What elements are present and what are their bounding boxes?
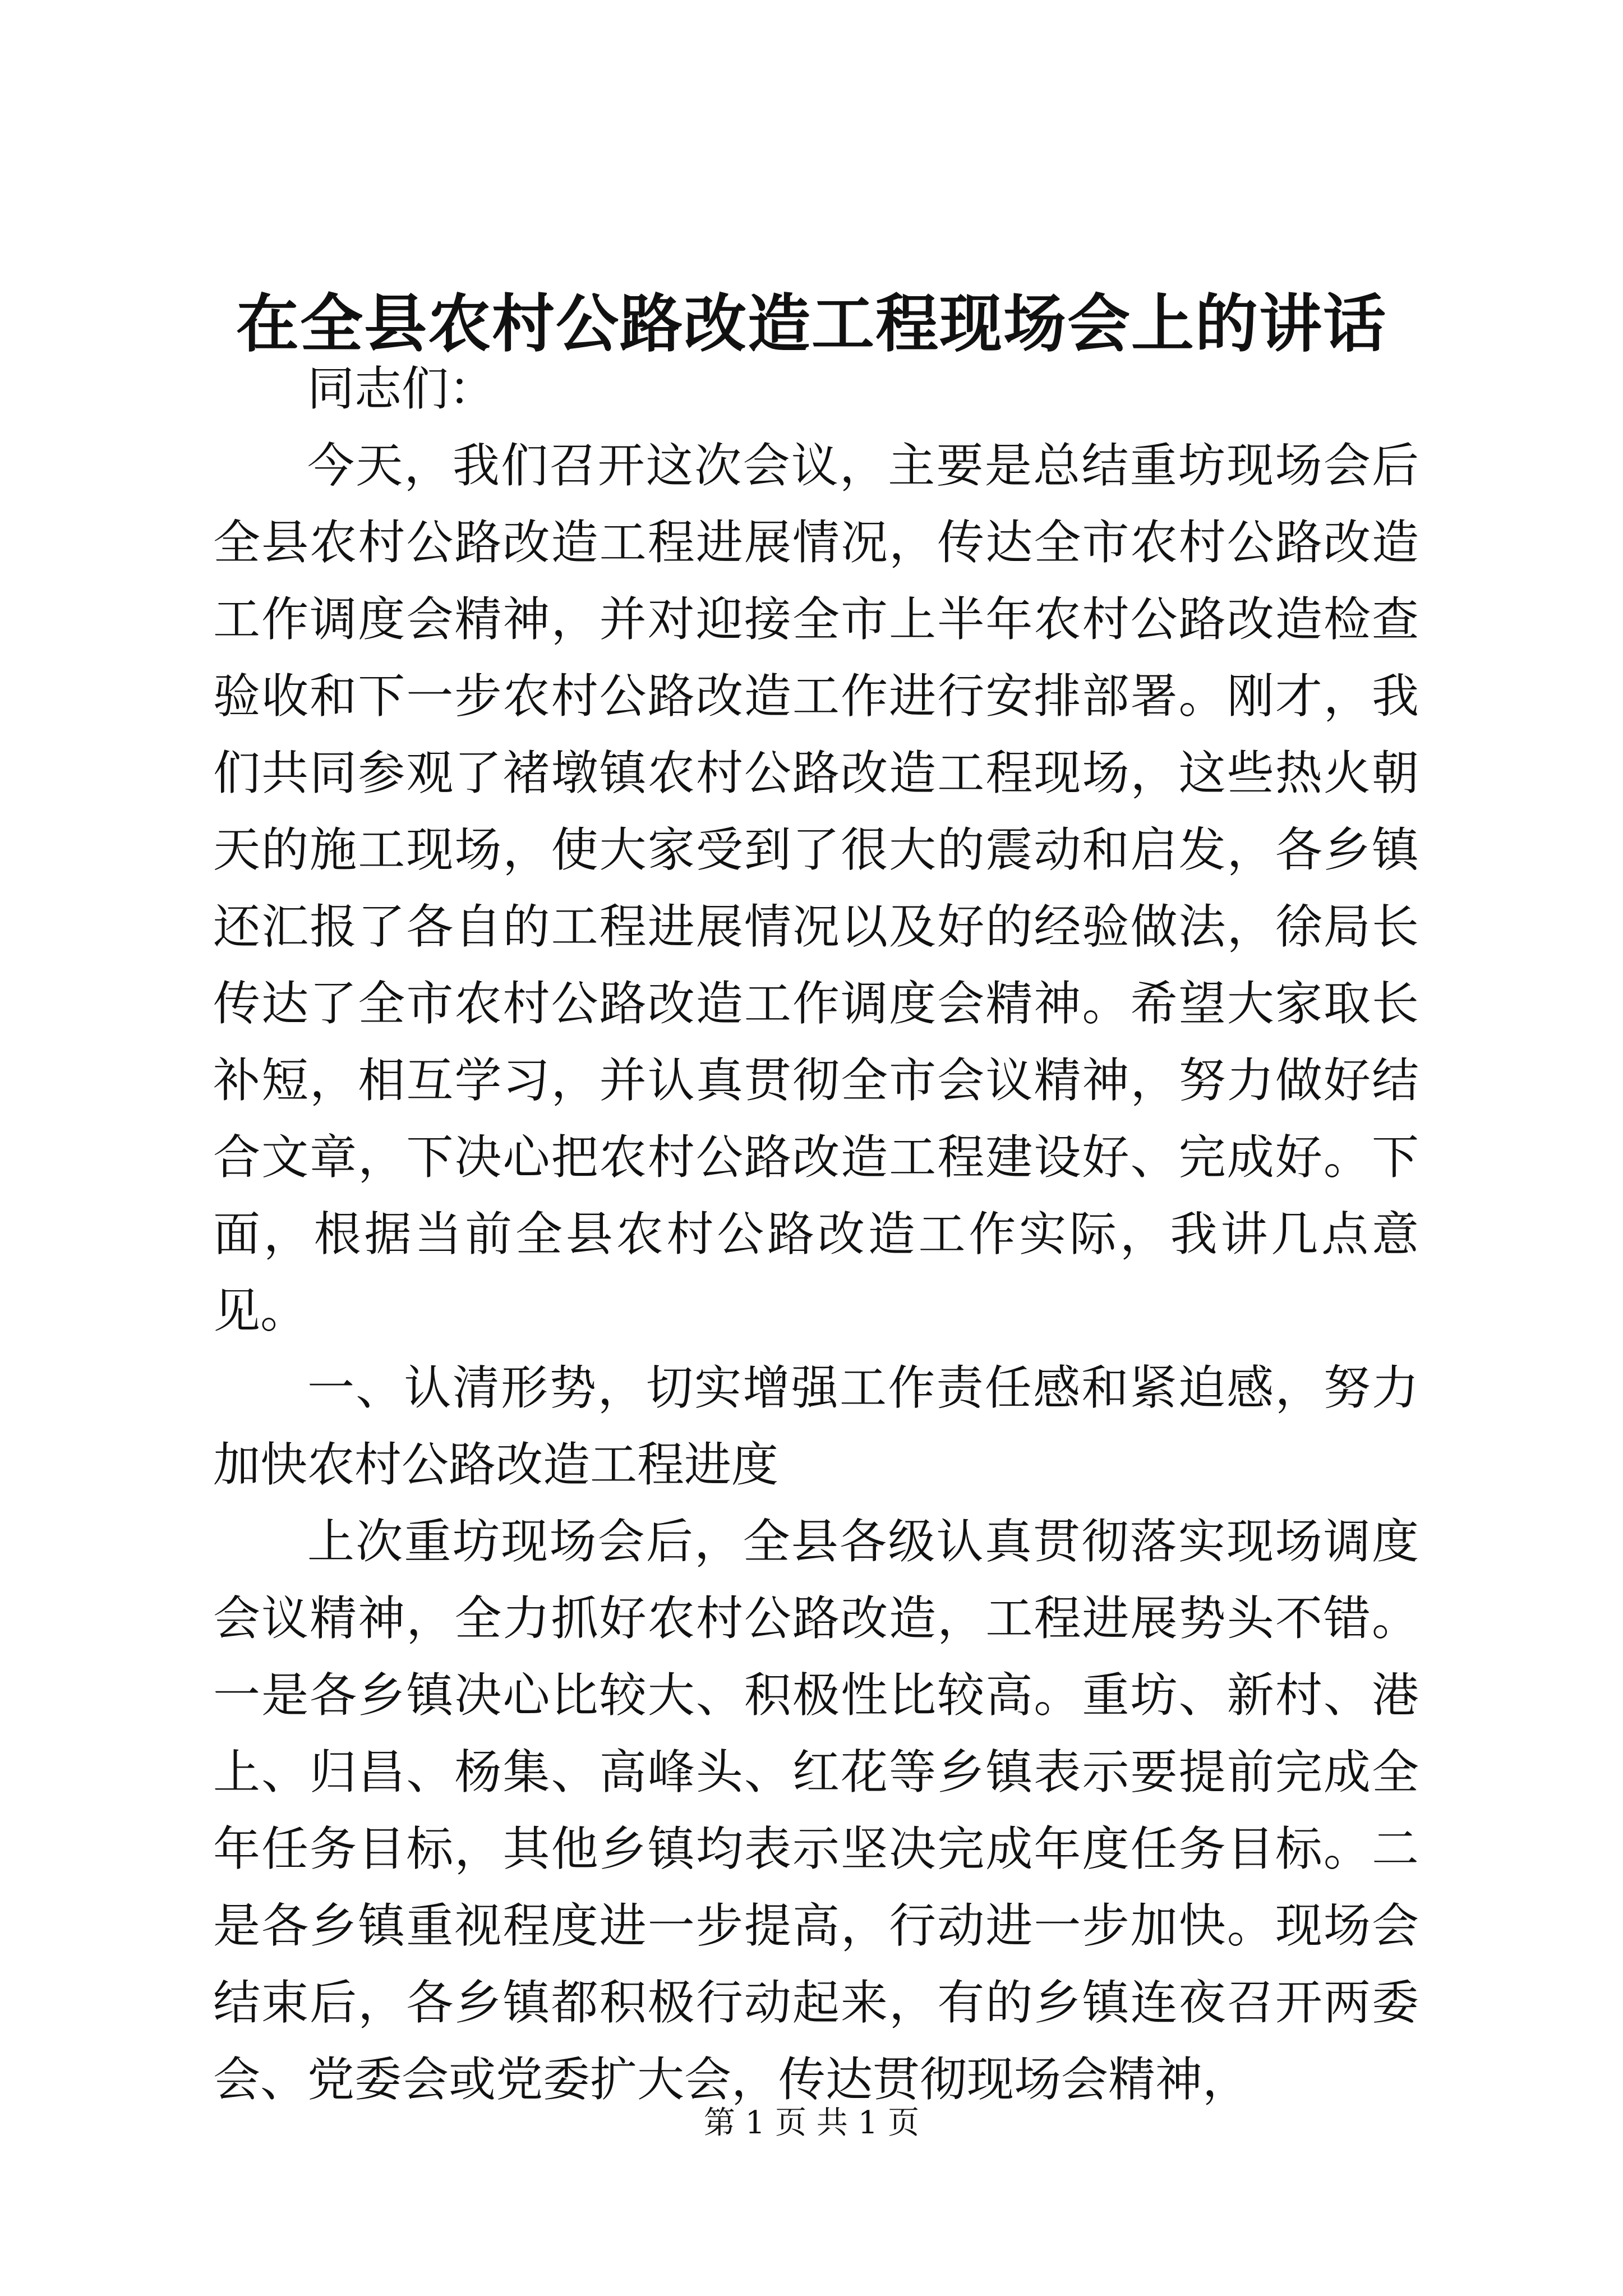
intro-paragraph: 今天，我们召开这次会议，主要是总结重坊现场会后全县农村公路改造工程进展情况，传达全市农村公路改造工作调度会精神，并对迎接全市上半年农村公路改造检查验收和下一步农村公路改造工作进行安排部署。刚才，我们共同参观了褚墩镇农村公路改造工程现场，这些热火朝天的施工现场，使大家受到了很大的震动和启发，各乡镇还汇报了各自的工程进展情况以及好的经验做法，徐局长传达了全市农村公路改造工作调度会精神。希望大家取长补短，相互学习，并认真贯彻全市会议精神，努力做好结合文章，下决心把农村公路改造工程建设好、完成好。下面，根据当前全县农村公路改造工作实际，我讲几点意见。 xyxy=(213,438,1419,1338)
body-paragraph: 上次重坊现场会后，全县各级认真贯彻落实现场调度会议精神，全力抓好农村公路改造，工程进展势头不错。一是各乡镇决心比较大、积极性比较高。重坊、新村、港上、归昌、杨集、高峰头、红花等乡镇表示要提前完成全年任务目标，其他乡镇均表示坚决完成年度任务目标。二是各乡镇重视程度进一步提高，行动进一步加快。现场会结束后，各乡镇都积极行动起来，有的乡镇连夜召开两委会、党委会或党委扩大会，传达贯彻现场会精神， xyxy=(213,1514,1419,2107)
document-title: 在全县农村公路改造工程现场会上的讲话 xyxy=(236,287,1387,361)
document-body xyxy=(213,351,1419,2118)
section-heading-1: 一、认清形势，切实增强工作责任感和紧迫感，努力加快农村公路改造工程进度 xyxy=(213,1360,1419,1492)
salutation-paragraph: 同志们： xyxy=(307,361,496,416)
page-footer: 第 1 页 共 1 页 xyxy=(703,2105,920,2141)
